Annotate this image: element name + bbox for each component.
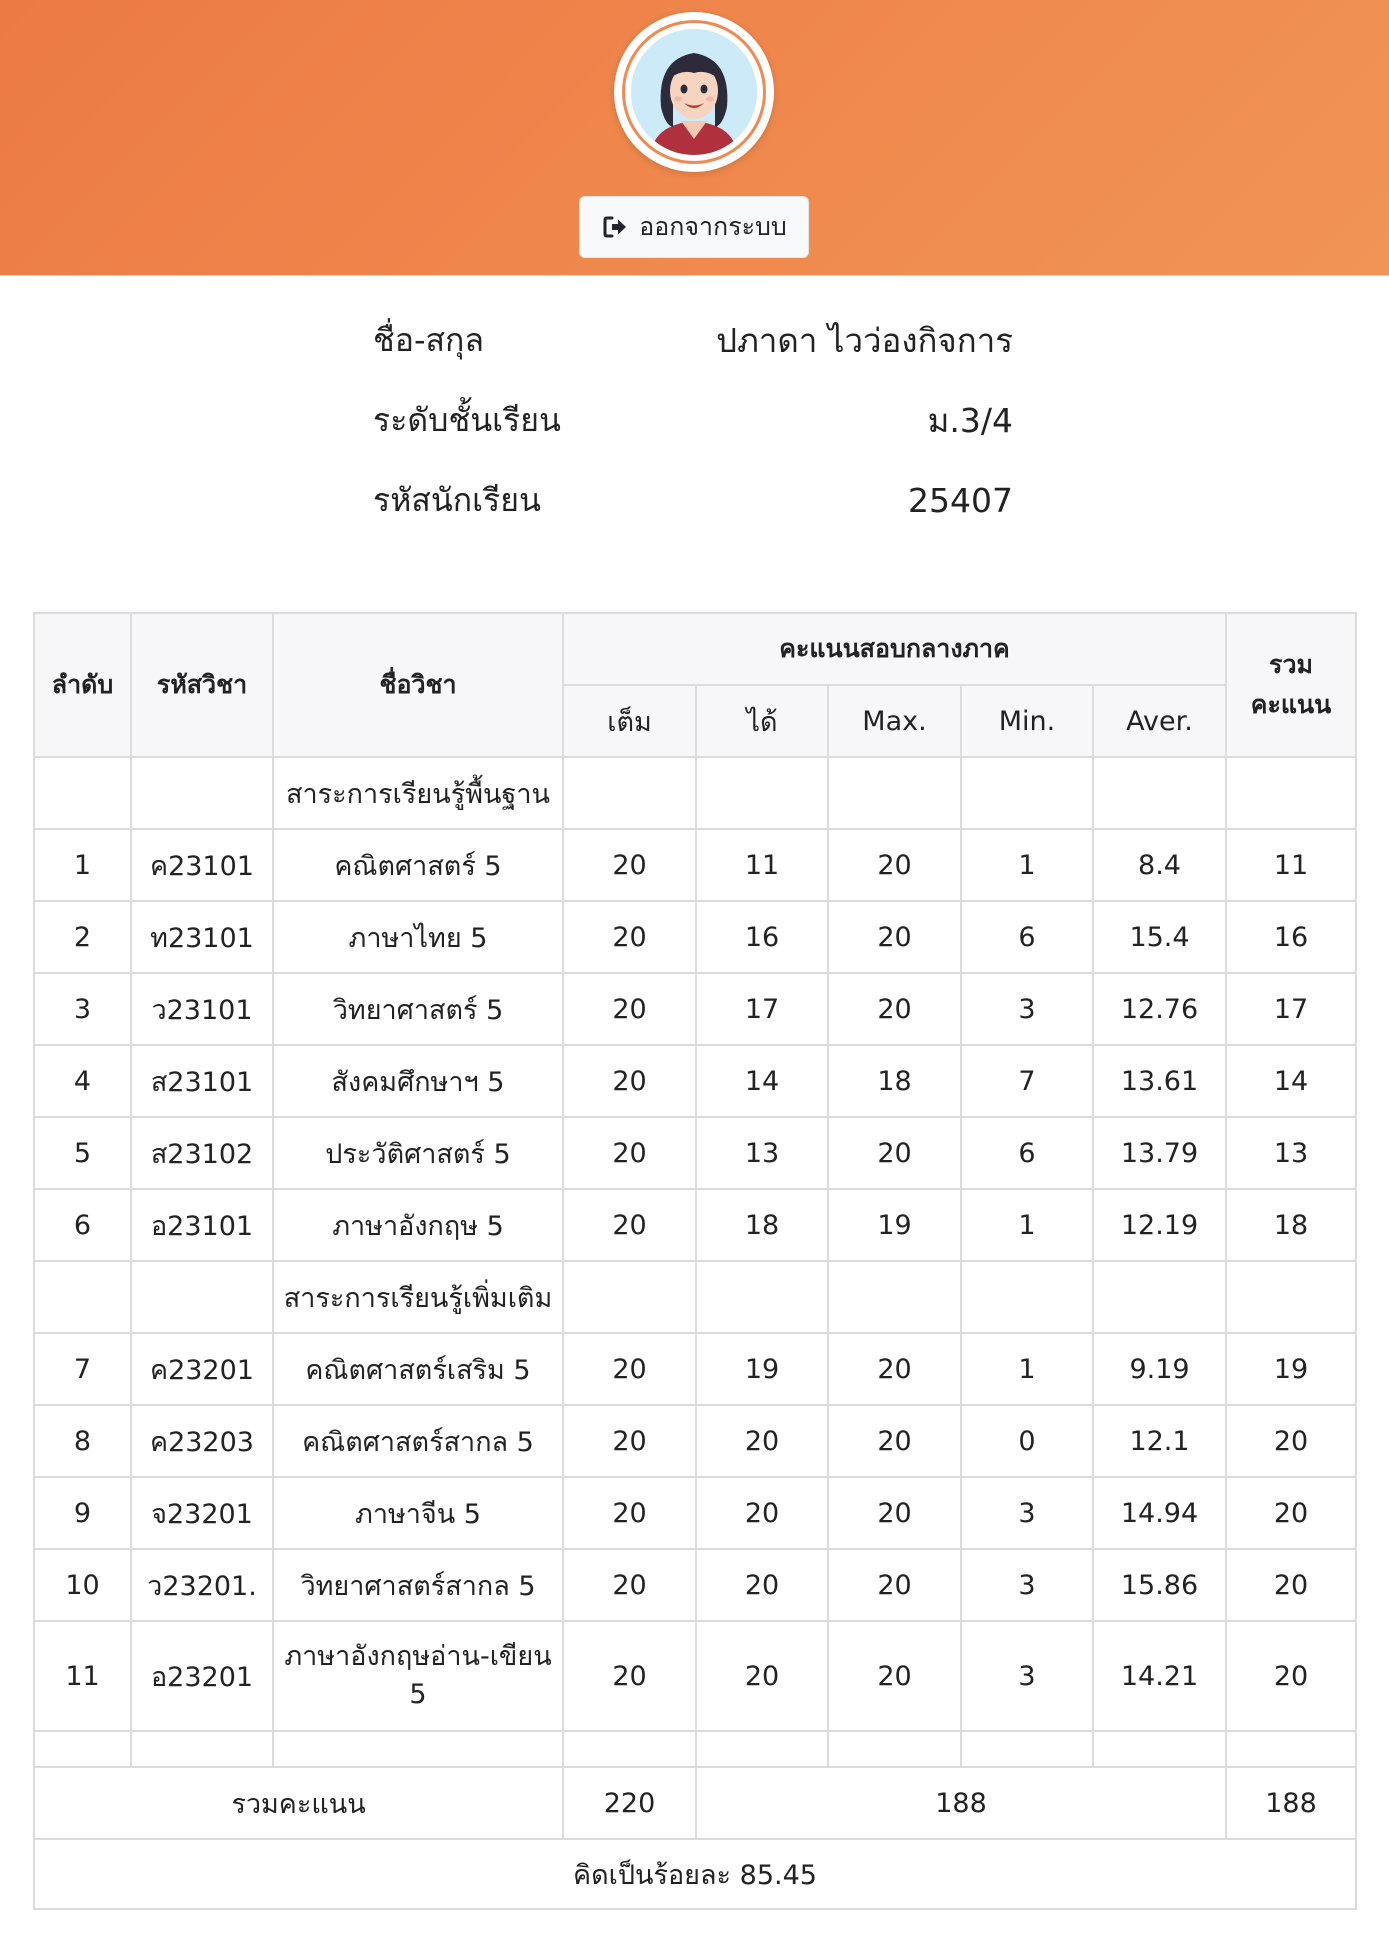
- name-row: [373, 300, 1013, 380]
- total-label: รวมคะแนน: [34, 1767, 563, 1839]
- cell-full: 20: [563, 1333, 696, 1405]
- cell-total: 17: [1226, 973, 1356, 1045]
- header-no: ลำดับ: [34, 613, 131, 757]
- cell-code: อ23101: [131, 1189, 273, 1261]
- section-row-basic: [34, 757, 1356, 829]
- cell-total: 20: [1226, 1405, 1356, 1477]
- total-full: 220: [563, 1767, 696, 1839]
- cell-full: 20: [563, 1549, 696, 1621]
- cell-full: 20: [563, 1117, 696, 1189]
- grades-table: [33, 612, 1357, 1910]
- cell-min: 1: [961, 1333, 1093, 1405]
- cell-total: 13: [1226, 1117, 1356, 1189]
- table-row: [34, 1189, 1356, 1261]
- cell-full: 20: [563, 829, 696, 901]
- cell-subject: ภาษาอังกฤษอ่าน-เขียน 5: [273, 1621, 563, 1731]
- section-extra-label: สาระการเรียนรู้เพิ่มเติม: [273, 1261, 563, 1333]
- cell-total: 20: [1226, 1549, 1356, 1621]
- cell-total: 19: [1226, 1333, 1356, 1405]
- header-min: Min.: [961, 685, 1093, 757]
- table-row: [34, 1549, 1356, 1621]
- sign-out-icon: [601, 213, 629, 241]
- cell-min: 6: [961, 1117, 1093, 1189]
- cell-subject: คณิตศาสตร์สากล 5: [273, 1405, 563, 1477]
- avatar-illustration-icon: [631, 29, 757, 155]
- table-row: [34, 973, 1356, 1045]
- name-value: ปภาดา ไวว่องกิจการ: [716, 320, 1013, 360]
- level-label: ระดับชั้นเรียน: [373, 400, 561, 439]
- student-id-row: [373, 460, 1013, 540]
- total-sum: 188: [1226, 1767, 1356, 1839]
- cell-aver: 14.21: [1093, 1621, 1226, 1731]
- cell-max: 18: [828, 1045, 961, 1117]
- cell-full: 20: [563, 973, 696, 1045]
- cell-min: 3: [961, 1549, 1093, 1621]
- cell-total: 18: [1226, 1189, 1356, 1261]
- cell-aver: 13.79: [1093, 1117, 1226, 1189]
- cell-max: 20: [828, 1549, 961, 1621]
- logout-button[interactable]: [579, 196, 809, 258]
- cell-full: 20: [563, 1621, 696, 1731]
- table-row: [34, 1477, 1356, 1549]
- student-id-label: รหัสนักเรียน: [373, 480, 541, 519]
- cell-got: 11: [696, 829, 828, 901]
- cell-full: 20: [563, 901, 696, 973]
- cell-no: 6: [34, 1189, 131, 1261]
- header-got: ได้: [696, 685, 828, 757]
- cell-max: 19: [828, 1189, 961, 1261]
- cell-code: ท23101: [131, 901, 273, 973]
- cell-no: 4: [34, 1045, 131, 1117]
- percent-text: คิดเป็นร้อยละ 85.45: [34, 1839, 1356, 1909]
- cell-code: ค23203: [131, 1405, 273, 1477]
- percent-row: [34, 1839, 1356, 1909]
- cell-total: 16: [1226, 901, 1356, 973]
- cell-got: 14: [696, 1045, 828, 1117]
- header-total-line1: รวม: [1269, 650, 1313, 679]
- cell-max: 20: [828, 901, 961, 973]
- cell-max: 20: [828, 973, 961, 1045]
- cell-got: 18: [696, 1189, 828, 1261]
- avatar: [614, 12, 774, 172]
- cell-code: ส23101: [131, 1045, 273, 1117]
- grades-body: [34, 757, 1356, 1909]
- spacer-row: [34, 1731, 1356, 1767]
- student-id-value: 25407: [908, 480, 1013, 520]
- profile-header: [0, 0, 1389, 276]
- table-row: [34, 1117, 1356, 1189]
- cell-got: 20: [696, 1549, 828, 1621]
- avatar-image: [631, 29, 757, 155]
- cell-full: 20: [563, 1477, 696, 1549]
- header-midterm: คะแนนสอบกลางภาค: [563, 613, 1226, 685]
- cell-subject: ภาษาอังกฤษ 5: [273, 1189, 563, 1261]
- cell-total: 14: [1226, 1045, 1356, 1117]
- cell-full: 20: [563, 1189, 696, 1261]
- name-label: ชื่อ-สกุล: [373, 320, 484, 359]
- cell-max: 20: [828, 1117, 961, 1189]
- header-full: เต็ม: [563, 685, 696, 757]
- cell-no: 1: [34, 829, 131, 901]
- level-row: [373, 380, 1013, 460]
- cell-code: ว23201.: [131, 1549, 273, 1621]
- cell-no: 10: [34, 1549, 131, 1621]
- cell-min: 6: [961, 901, 1093, 973]
- section-basic-label: สาระการเรียนรู้พื้นฐาน: [273, 757, 563, 829]
- cell-subject: ประวัติศาสตร์ 5: [273, 1117, 563, 1189]
- table-row: [34, 829, 1356, 901]
- cell-no: 3: [34, 973, 131, 1045]
- cell-aver: 9.19: [1093, 1333, 1226, 1405]
- cell-total: 20: [1226, 1477, 1356, 1549]
- cell-got: 13: [696, 1117, 828, 1189]
- cell-no: 5: [34, 1117, 131, 1189]
- cell-subject: ภาษาไทย 5: [273, 901, 563, 973]
- cell-got: 20: [696, 1405, 828, 1477]
- table-row: [34, 901, 1356, 973]
- table-row: [34, 1045, 1356, 1117]
- cell-code: ว23101: [131, 973, 273, 1045]
- header-total-line2: คะแนน: [1250, 690, 1332, 719]
- cell-min: 1: [961, 829, 1093, 901]
- cell-got: 16: [696, 901, 828, 973]
- header-aver: Aver.: [1093, 685, 1226, 757]
- cell-max: 20: [828, 1621, 961, 1731]
- cell-no: 8: [34, 1405, 131, 1477]
- cell-full: 20: [563, 1045, 696, 1117]
- cell-no: 2: [34, 901, 131, 973]
- level-value: ม.3/4: [927, 400, 1013, 440]
- section-row-extra: [34, 1261, 1356, 1333]
- cell-max: 20: [828, 1405, 961, 1477]
- total-got: 188: [696, 1767, 1226, 1839]
- header-total: [1226, 613, 1356, 757]
- cell-max: 20: [828, 829, 961, 901]
- cell-subject: สังคมศึกษาฯ 5: [273, 1045, 563, 1117]
- cell-got: 20: [696, 1477, 828, 1549]
- cell-subject: ภาษาจีน 5: [273, 1477, 563, 1549]
- cell-subject: คณิตศาสตร์เสริม 5: [273, 1333, 563, 1405]
- cell-min: 0: [961, 1405, 1093, 1477]
- cell-no: 11: [34, 1621, 131, 1731]
- cell-subject: วิทยาศาสตร์ 5: [273, 973, 563, 1045]
- logout-label: ออกจากระบบ: [639, 212, 787, 241]
- table-row: [34, 1621, 1356, 1731]
- cell-aver: 15.86: [1093, 1549, 1226, 1621]
- cell-code: ค23101: [131, 829, 273, 901]
- cell-code: จ23201: [131, 1477, 273, 1549]
- cell-got: 17: [696, 973, 828, 1045]
- table-row: [34, 1405, 1356, 1477]
- cell-aver: 15.4: [1093, 901, 1226, 973]
- cell-aver: 12.1: [1093, 1405, 1226, 1477]
- cell-max: 20: [828, 1477, 961, 1549]
- header-code: รหัสวิชา: [131, 613, 273, 757]
- cell-aver: 13.61: [1093, 1045, 1226, 1117]
- cell-min: 3: [961, 973, 1093, 1045]
- cell-min: 1: [961, 1189, 1093, 1261]
- table-row: [34, 1333, 1356, 1405]
- cell-subject: คณิตศาสตร์ 5: [273, 829, 563, 901]
- cell-code: ส23102: [131, 1117, 273, 1189]
- student-info: [373, 300, 1013, 540]
- cell-aver: 12.19: [1093, 1189, 1226, 1261]
- cell-min: 3: [961, 1477, 1093, 1549]
- cell-got: 20: [696, 1621, 828, 1731]
- cell-min: 7: [961, 1045, 1093, 1117]
- cell-code: อ23201: [131, 1621, 273, 1731]
- cell-aver: 12.76: [1093, 973, 1226, 1045]
- cell-aver: 8.4: [1093, 829, 1226, 901]
- cell-subject: วิทยาศาสตร์สากล 5: [273, 1549, 563, 1621]
- cell-max: 20: [828, 1333, 961, 1405]
- total-row: [34, 1767, 1356, 1839]
- cell-total: 20: [1226, 1621, 1356, 1731]
- cell-total: 11: [1226, 829, 1356, 901]
- cell-code: ค23201: [131, 1333, 273, 1405]
- cell-full: 20: [563, 1405, 696, 1477]
- cell-no: 7: [34, 1333, 131, 1405]
- cell-aver: 14.94: [1093, 1477, 1226, 1549]
- cell-no: 9: [34, 1477, 131, 1549]
- cell-min: 3: [961, 1621, 1093, 1731]
- header-max: Max.: [828, 685, 961, 757]
- header-subject: ชื่อวิชา: [273, 613, 563, 757]
- cell-got: 19: [696, 1333, 828, 1405]
